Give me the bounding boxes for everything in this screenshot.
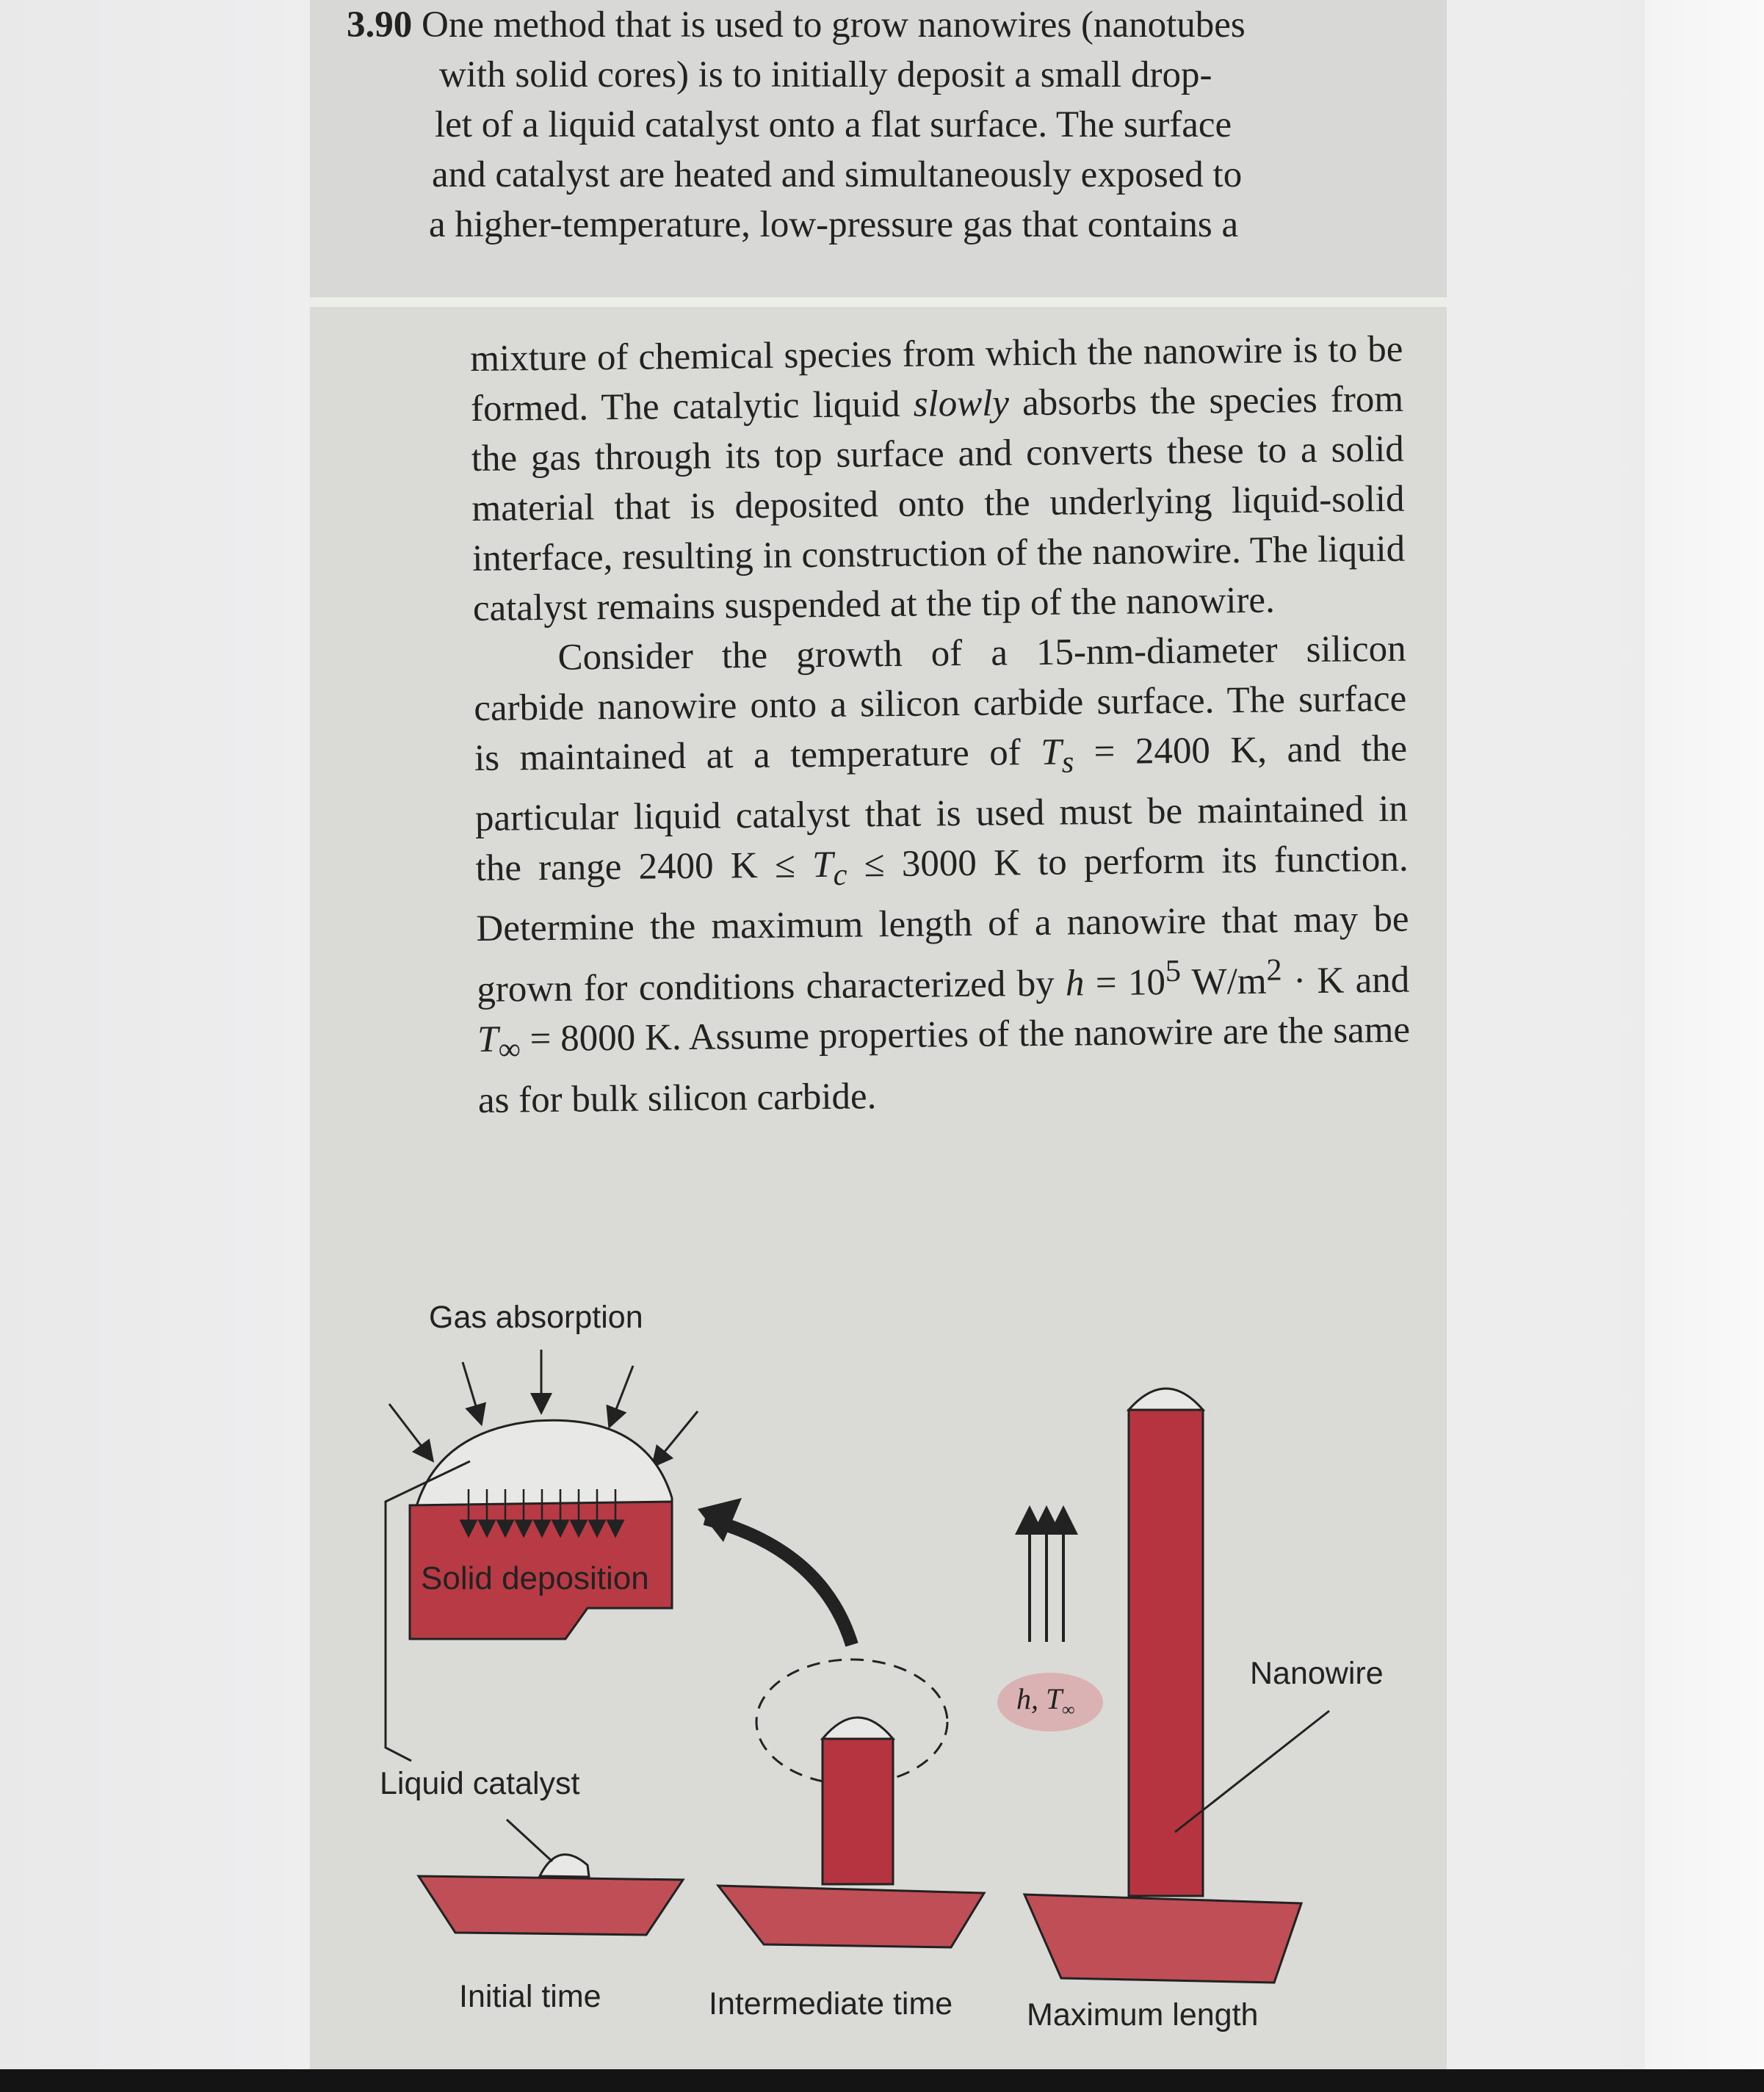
initial-substrate bbox=[419, 1820, 683, 1935]
nanowire-label: Nanowire bbox=[1250, 1656, 1384, 1691]
ts-symbol: T bbox=[1040, 731, 1062, 773]
tinf-symbol: T bbox=[477, 1019, 499, 1061]
p2-text-e: W/m bbox=[1180, 961, 1267, 1004]
convection-arrows bbox=[1030, 1520, 1063, 1642]
h-tinf-label bbox=[1016, 1682, 1074, 1720]
magnify-arrowhead bbox=[698, 1498, 742, 1542]
intro-line-2: with solid cores) is to initially deposit a small drop- bbox=[439, 54, 1212, 95]
maximum-length-label: Maximum length bbox=[1027, 1997, 1259, 2033]
p2-text-g: = 8000 K. Assume properties of the nanowire are the same as for bulk silicon carbide. bbox=[477, 1010, 1411, 1121]
p2-text-d: = 10 bbox=[1084, 962, 1166, 1005]
exp-2: 2 bbox=[1266, 952, 1282, 988]
p2-text-b: = 2400 K, and the particular liquid catalyst that is used must be maintained in the range 2400 K ≤ bbox=[474, 728, 1409, 890]
intermediate-time-label: Intermediate time bbox=[709, 1986, 953, 2022]
h-tinf-text: h, T bbox=[1016, 1682, 1063, 1715]
magnify-arrow bbox=[705, 1519, 852, 1645]
intro-line-3: let of a liquid catalyst onto a flat surface. The surface bbox=[435, 104, 1232, 145]
p1-text-a: mixture of chemical species from which the nanowire is to be formed. The catalytic liquid bbox=[470, 328, 1403, 430]
intro-text-1: One method that is used to grow nanowires (nanotubes bbox=[422, 4, 1246, 46]
p2-text-a: Consider the growth of a 15-nm-diameter silicon carbide nanowire onto a silicon carbide surface. The surface is maintained at a temperature of bbox=[474, 628, 1407, 779]
exp-5: 5 bbox=[1165, 954, 1182, 989]
solid-deposition-label: Solid deposition bbox=[421, 1560, 649, 1596]
intermediate-assembly bbox=[718, 1660, 984, 1947]
initial-time-label: Initial time bbox=[459, 1979, 601, 2014]
tc-symbol: T bbox=[811, 844, 834, 886]
p1-italic: slowly bbox=[913, 383, 1010, 425]
p1-text-b: absorbs the species from the gas through its top surface and converts these to a solid material that is deposited onto the underlying liquid-solid interface, resulting in construction of the nanowire. The liquid catalyst remains suspended at the tip of the nanowire. bbox=[471, 378, 1406, 629]
tc-sub: c bbox=[833, 858, 847, 893]
gas-absorption-label: Gas absorption bbox=[429, 1300, 643, 1335]
h-symbol: h bbox=[1065, 963, 1085, 1005]
intro-line-4: and catalyst are heated and simultaneously exposed to bbox=[432, 154, 1243, 195]
problem-number: 3.90 bbox=[347, 4, 413, 46]
ts-sub: s bbox=[1061, 745, 1074, 780]
tinf-sub: ∞ bbox=[498, 1032, 521, 1068]
intro-line-5: a higher-temperature, low-pressure gas that contains a bbox=[429, 204, 1239, 245]
p2-text-c: ≤ 3000 K to perform its function. Determine the maximum length of a nanowire that may be grown for conditions characterized by bbox=[476, 838, 1409, 1011]
p2-text-f: · K and bbox=[1282, 960, 1410, 1002]
h-tinf-sub: ∞ bbox=[1062, 1701, 1075, 1720]
liquid-catalyst-label: Liquid catalyst bbox=[380, 1766, 580, 1801]
